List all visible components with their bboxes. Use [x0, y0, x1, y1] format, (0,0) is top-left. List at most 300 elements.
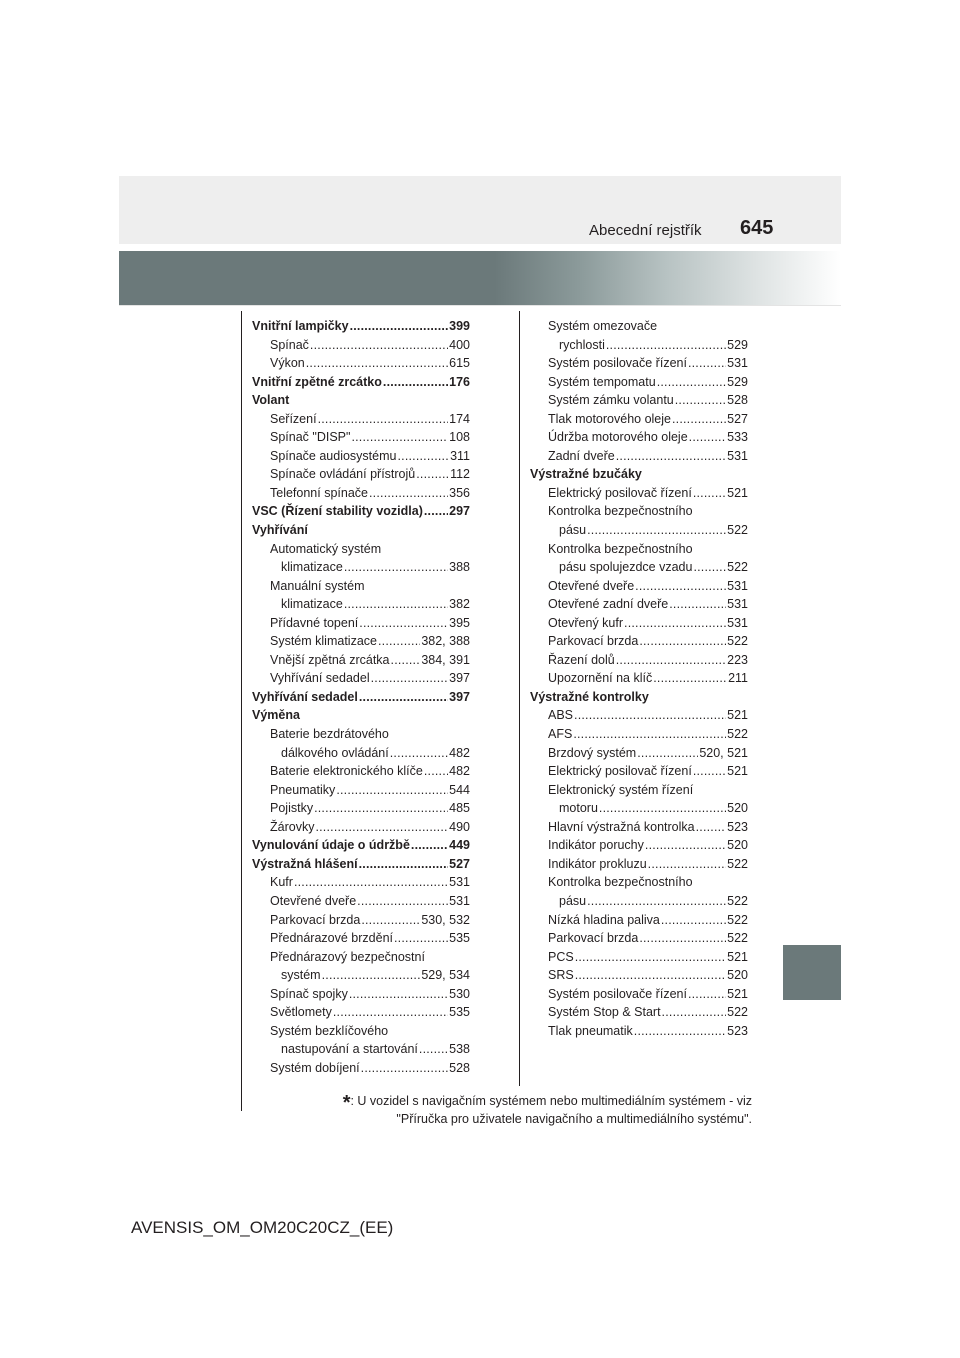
index-entry-label: Baterie bezdrátového — [270, 727, 389, 742]
index-entry-page: 531 — [727, 597, 748, 612]
dot-leader — [693, 762, 726, 781]
index-entry-label: Přednárazový bezpečnostní — [270, 949, 425, 964]
dot-leader — [344, 558, 448, 577]
index-entry — [530, 632, 748, 651]
index-entry-label: Automatický systém — [270, 541, 382, 556]
index-entry — [252, 706, 470, 725]
index-entry — [530, 725, 748, 744]
index-entry — [530, 762, 748, 781]
index-entry-label: Vyhřívání sedadel — [252, 689, 358, 704]
index-entry-label: Zadní dveře — [548, 448, 615, 463]
index-entry-label: Systém dobíjení — [270, 1060, 360, 1075]
index-entry — [252, 336, 470, 355]
index-entry-page: 211 — [728, 671, 748, 686]
index-entry — [252, 1022, 470, 1041]
index-entry-label: Otevřené dveře — [548, 578, 635, 593]
dot-leader — [359, 688, 448, 707]
dot-leader — [648, 855, 726, 874]
header-divider — [119, 305, 841, 306]
index-entry-label: Hlavní výstražná kontrolka — [548, 819, 695, 834]
index-entry-label: Manuální systém — [270, 578, 365, 593]
dot-leader — [416, 465, 449, 484]
index-entry — [530, 521, 748, 540]
dot-leader — [689, 428, 726, 447]
index-entry-label: Systém klimatizace — [270, 634, 377, 649]
index-entry — [252, 929, 470, 948]
index-entry-label: VSC (Řízení stability vozidla) — [252, 504, 423, 519]
dot-leader — [688, 354, 726, 373]
index-entry-page: 400 — [449, 337, 470, 352]
index-entry-label: pásu — [559, 523, 587, 538]
dot-leader — [357, 892, 448, 911]
index-entry-label: Systém tempomatu — [548, 374, 656, 389]
index-entry-label: Vyhřívání — [252, 523, 308, 538]
index-entry — [252, 836, 470, 855]
index-entry-label: rychlosti — [559, 337, 605, 352]
index-entry-label: Přídavné topení — [270, 615, 359, 630]
index-entry-label: Vnitřní lampičky — [252, 319, 349, 333]
index-entry-label: Spínač spojky — [270, 986, 348, 1001]
dot-leader — [669, 595, 726, 614]
index-entry — [252, 502, 470, 521]
index-entry-label: Kufr — [270, 875, 293, 890]
index-entry — [252, 484, 470, 503]
index-entry — [252, 317, 470, 336]
dot-leader — [637, 744, 698, 763]
index-entry — [530, 317, 748, 336]
index-entry — [530, 706, 748, 725]
index-entry-label: Elektrický posilovač řízení — [548, 485, 692, 500]
index-entry-page: 528 — [449, 1060, 470, 1075]
dot-leader — [574, 706, 726, 725]
index-entry-label: pásu spolujezdce vzadu — [559, 560, 693, 575]
index-entry-page: 384, 391 — [421, 652, 470, 667]
dot-leader — [394, 929, 448, 948]
index-entry — [252, 632, 470, 651]
index-entry-page: 530 — [449, 986, 470, 1001]
section-title: Abecední rejstřík — [589, 222, 702, 239]
index-entry-page: 522 — [727, 912, 748, 927]
footnote-line-1: : U vozidel s navigačním systémem nebo multimediálním systémem - viz — [350, 1094, 752, 1108]
index-entry — [530, 669, 748, 688]
index-entry-page: 531 — [449, 893, 470, 908]
index-entry-page: 531 — [449, 875, 470, 890]
index-entry-page: 482 — [449, 764, 470, 779]
index-entry-label: SRS — [548, 968, 574, 983]
index-entry-page: 112 — [450, 467, 470, 482]
index-entry-page: 520, 521 — [699, 745, 748, 760]
index-entry-label: Volant — [252, 393, 290, 408]
index-entry-page: 449 — [449, 838, 470, 853]
dot-leader — [587, 521, 726, 540]
index-entry — [530, 354, 748, 373]
index-entry-page: 531 — [727, 448, 748, 463]
dot-leader — [344, 595, 448, 614]
index-entry — [530, 855, 748, 874]
index-entry — [252, 410, 470, 429]
index-entry — [252, 762, 470, 781]
index-entry-label: Parkovací brzda — [270, 912, 361, 927]
dot-leader — [675, 391, 726, 410]
index-entry — [252, 966, 470, 985]
dot-leader — [371, 669, 449, 688]
dot-leader — [424, 502, 448, 521]
index-entry — [530, 836, 748, 855]
index-entry-label: nastupování a startování — [281, 1042, 418, 1057]
index-entry-label: motoru — [559, 801, 598, 816]
index-entry — [530, 336, 748, 355]
dot-leader — [575, 948, 726, 967]
index-entry — [530, 614, 748, 633]
index-entry-page: 174 — [449, 411, 470, 426]
dot-leader — [314, 799, 448, 818]
page-number: 645 — [740, 217, 774, 239]
index-entry-label: Výměna — [252, 708, 300, 723]
index-entry — [530, 410, 748, 429]
index-entry-page: 382, 388 — [421, 634, 470, 649]
index-entry — [252, 818, 470, 837]
dot-leader — [424, 762, 448, 781]
index-entry — [252, 1040, 470, 1059]
index-entry — [252, 948, 470, 967]
index-entry — [252, 373, 470, 392]
footnote-marker: * — [342, 1092, 351, 1114]
index-entry — [530, 929, 748, 948]
index-entry — [252, 465, 470, 484]
index-entry-label: ABS — [548, 708, 574, 723]
index-entry-label: Baterie elektronického klíče — [270, 764, 423, 779]
index-entry — [252, 873, 470, 892]
index-entry-page: 176 — [449, 374, 470, 389]
index-entry-label: Parkovací brzda — [548, 931, 639, 946]
index-entry-label: Pneumatiky — [270, 782, 336, 797]
index-entry — [530, 1003, 748, 1022]
index-entry-page: 485 — [449, 801, 470, 816]
index-entry-label: Systém zámku volantu — [548, 393, 674, 408]
dot-leader — [419, 1040, 448, 1059]
index-entry — [252, 354, 470, 373]
index-entry-page: 223 — [727, 652, 748, 667]
index-entry-label: Otevřené dveře — [270, 893, 357, 908]
index-entry-page: 522 — [727, 634, 748, 649]
index-entry-page: 529 — [727, 337, 748, 352]
index-entry-label: Údržba motorového oleje — [548, 430, 688, 445]
index-entry — [252, 688, 470, 707]
index-entry — [252, 781, 470, 800]
dot-leader — [411, 836, 448, 855]
index-entry-page: 522 — [727, 523, 748, 538]
index-entry — [252, 595, 470, 614]
index-entry — [530, 595, 748, 614]
dot-leader — [688, 985, 726, 1004]
index-entry — [252, 799, 470, 818]
index-entry-page: 529 — [727, 374, 748, 389]
dot-leader — [573, 725, 726, 744]
index-entry-label: Spínač "DISP" — [270, 430, 351, 445]
index-entry — [252, 447, 470, 466]
index-entry-label: Otevřený kufr — [548, 615, 624, 630]
index-entry-label: Systém bezklíčového — [270, 1023, 389, 1038]
dot-leader — [575, 966, 726, 985]
index-entry — [530, 373, 748, 392]
index-entry-label: Spínače audiosystému — [270, 448, 397, 463]
dot-leader — [639, 929, 726, 948]
index-entry-page: 544 — [449, 782, 470, 797]
index-entry — [530, 892, 748, 911]
index-entry-label: klimatizace — [281, 560, 343, 575]
index-entry-page: 522 — [727, 856, 748, 871]
index-entry-label: klimatizace — [281, 597, 343, 612]
index-entry-page: 533 — [727, 430, 748, 445]
index-entry-label: systém — [281, 968, 321, 983]
index-entry-label: Přednárazové brzdění — [270, 931, 393, 946]
dot-leader — [318, 410, 449, 429]
index-entry-page: 490 — [449, 819, 470, 834]
dot-leader — [361, 911, 420, 930]
dot-leader — [361, 1059, 449, 1078]
index-entry-page: 527 — [449, 856, 470, 871]
index-entry-page: 520 — [727, 968, 748, 983]
index-entry-label: Kontrolka bezpečnostního — [548, 504, 693, 519]
index-entry-label: Spínač — [270, 337, 309, 352]
index-entry — [252, 855, 470, 874]
dot-leader — [294, 873, 448, 892]
index-entry-page: 522 — [727, 560, 748, 575]
index-entry-page: 615 — [449, 356, 470, 371]
index-entry — [530, 428, 748, 447]
index-entry-label: AFS — [548, 727, 573, 742]
dot-leader — [359, 855, 449, 874]
index-entry — [252, 577, 470, 596]
index-entry-page: 521 — [727, 986, 748, 1001]
index-column-left — [252, 317, 470, 1077]
index-entry — [530, 688, 748, 707]
document-code: AVENSIS_OM_OM20C20CZ_(EE) — [131, 1218, 394, 1237]
index-entry — [252, 428, 470, 447]
index-entry — [252, 558, 470, 577]
index-entry-label: Světlomety — [270, 1005, 332, 1020]
index-entry-page: 356 — [449, 485, 470, 500]
index-entry-page: 530, 532 — [421, 912, 470, 927]
index-entry-label: Kontrolka bezpečnostního — [548, 875, 693, 890]
index-entry — [530, 744, 748, 763]
index-entry — [252, 985, 470, 1004]
index-entry — [530, 502, 748, 521]
index-entry-page: 482 — [449, 745, 470, 760]
dot-leader — [599, 799, 726, 818]
dot-leader — [672, 410, 726, 429]
index-entry-label: Systém Stop & Start — [548, 1005, 661, 1020]
dot-leader — [306, 354, 448, 373]
dot-leader — [390, 744, 448, 763]
index-entry-label: Systém omezovače — [548, 319, 658, 333]
index-entry — [530, 558, 748, 577]
dot-leader — [369, 484, 448, 503]
index-entry-label: Seřízení — [270, 411, 317, 426]
index-entry-label: dálkového ovládání — [281, 745, 389, 760]
index-entry — [530, 799, 748, 818]
index-entry-page: 522 — [727, 1005, 748, 1020]
index-entry — [252, 725, 470, 744]
index-entry — [530, 465, 748, 484]
index-entry-label: Řazení dolů — [548, 652, 615, 667]
index-entry — [530, 948, 748, 967]
index-entry-page: 395 — [449, 615, 470, 630]
index-entry-label: Vyhřívání sedadel — [270, 671, 370, 686]
index-entry-label: Indikátor prokluzu — [548, 856, 647, 871]
index-entry-page: 523 — [727, 1023, 748, 1038]
index-entry-label: Pojistky — [270, 801, 314, 816]
index-entry-page: 521 — [727, 764, 748, 779]
dot-leader — [351, 428, 448, 447]
index-entry — [530, 818, 748, 837]
dot-leader — [397, 447, 449, 466]
index-entry-page: 531 — [727, 356, 748, 371]
index-entry — [530, 447, 748, 466]
index-column-right — [530, 317, 748, 1040]
dot-leader — [359, 614, 448, 633]
index-entry-label: Parkovací brzda — [548, 634, 639, 649]
index-entry-label: Telefonní spínače — [270, 485, 368, 500]
dot-leader — [391, 651, 421, 670]
index-entry-page: 388 — [449, 560, 470, 575]
index-entry-label: Brzdový systém — [548, 745, 637, 760]
index-entry — [530, 985, 748, 1004]
dot-leader — [639, 632, 726, 651]
index-entry-page: 397 — [449, 671, 470, 686]
index-entry-label: Vnitřní zpětné zrcátko — [252, 374, 382, 389]
index-entry-label: Vnější zpětná zrcátka — [270, 652, 390, 667]
index-entry-page: 535 — [449, 1005, 470, 1020]
index-entry — [530, 651, 748, 670]
index-entry-page: 521 — [727, 708, 748, 723]
dot-leader — [587, 892, 726, 911]
index-entry-page: 108 — [449, 430, 470, 445]
index-entry-page: 399 — [449, 319, 470, 333]
index-entry-label: Žárovky — [270, 819, 315, 834]
index-entry-page: 522 — [727, 727, 748, 742]
index-entry-page: 311 — [450, 448, 470, 463]
dot-leader — [634, 1022, 726, 1041]
index-entry — [530, 873, 748, 892]
index-entry-page: 528 — [727, 393, 748, 408]
index-entry — [252, 614, 470, 633]
index-entry — [252, 540, 470, 559]
index-entry — [530, 391, 748, 410]
index-entry-page: 531 — [727, 615, 748, 630]
index-entry — [530, 1022, 748, 1041]
header-gradient-bar — [119, 251, 841, 305]
index-entry-page: 520 — [727, 838, 748, 853]
dot-leader — [336, 781, 448, 800]
index-entry-page: 538 — [449, 1042, 470, 1057]
footnote — [300, 1093, 752, 1127]
index-entry-label: Indikátor poruchy — [548, 838, 644, 853]
index-entry-label: Systém posilovače řízení — [548, 986, 687, 1001]
index-entry-label: Výstražné bzučáky — [530, 467, 642, 482]
index-entry-page: 535 — [449, 931, 470, 946]
dot-leader — [624, 614, 726, 633]
index-entry-label: Systém posilovače řízení — [548, 356, 687, 371]
dot-leader — [616, 651, 726, 670]
center-column-rule — [519, 311, 520, 1086]
index-entry-page: 523 — [727, 819, 748, 834]
index-entry — [530, 911, 748, 930]
dot-leader — [661, 911, 726, 930]
index-entry-label: Výstražná hlášení — [252, 856, 358, 871]
dot-leader — [653, 669, 727, 688]
index-entry — [530, 484, 748, 503]
dot-leader — [378, 632, 420, 651]
index-entry — [252, 1003, 470, 1022]
index-entry-label: Nízká hladina paliva — [548, 912, 660, 927]
index-entry-label: Tlak pneumatik — [548, 1023, 633, 1038]
index-entry — [252, 911, 470, 930]
index-entry — [252, 651, 470, 670]
dot-leader — [635, 577, 726, 596]
index-entry-page: 382 — [449, 597, 470, 612]
index-entry-page: 297 — [449, 504, 470, 519]
index-entry — [252, 744, 470, 763]
index-entry — [530, 781, 748, 800]
index-entry — [252, 391, 470, 410]
dot-leader — [606, 336, 726, 355]
dot-leader — [657, 373, 726, 392]
index-entry-label: Elektrický posilovač řízení — [548, 764, 692, 779]
index-entry-page: 527 — [727, 411, 748, 426]
index-entry-page: 531 — [727, 578, 748, 593]
index-entry-label: Otevřené zadní dveře — [548, 597, 669, 612]
dot-leader — [645, 836, 726, 855]
index-entry-page: 397 — [449, 689, 470, 704]
left-column-rule — [241, 311, 242, 1111]
dot-leader — [322, 966, 421, 985]
dot-leader — [693, 484, 726, 503]
dot-leader — [350, 317, 449, 336]
header-band — [119, 176, 841, 244]
index-entry — [530, 540, 748, 559]
index-entry — [252, 521, 470, 540]
index-entry-label: PCS — [548, 949, 574, 964]
dot-leader — [310, 336, 448, 355]
section-tab — [783, 945, 841, 1000]
index-entry — [252, 892, 470, 911]
index-entry-page: 520 — [727, 801, 748, 816]
index-entry — [252, 669, 470, 688]
index-entry-page: 522 — [727, 893, 748, 908]
index-entry-label: Upozornění na klíč — [548, 671, 653, 686]
index-entry — [530, 966, 748, 985]
index-entry-page: 522 — [727, 931, 748, 946]
index-entry-label: Výkon — [270, 356, 305, 371]
dot-leader — [616, 447, 726, 466]
index-entry-page: 521 — [727, 485, 748, 500]
index-entry-label: Tlak motorového oleje — [548, 411, 671, 426]
index-entry-label: Výstražné kontrolky — [530, 689, 649, 704]
index-entry-label: Vynulování údaje o údržbě — [252, 838, 410, 853]
dot-leader — [693, 558, 726, 577]
index-entry-label: Spínače ovládání přístrojů — [270, 467, 416, 482]
footnote-line-2: "Příručka pro uživatele navigačního a multimediálního systému". — [396, 1112, 752, 1126]
index-entry — [252, 1059, 470, 1078]
index-entry — [530, 577, 748, 596]
index-entry-page: 529, 534 — [421, 968, 470, 983]
dot-leader — [315, 818, 448, 837]
dot-leader — [696, 818, 727, 837]
index-entry-label: Elektronický systém řízení — [548, 782, 694, 797]
dot-leader — [349, 985, 448, 1004]
index-entry-label: Kontrolka bezpečnostního — [548, 541, 693, 556]
